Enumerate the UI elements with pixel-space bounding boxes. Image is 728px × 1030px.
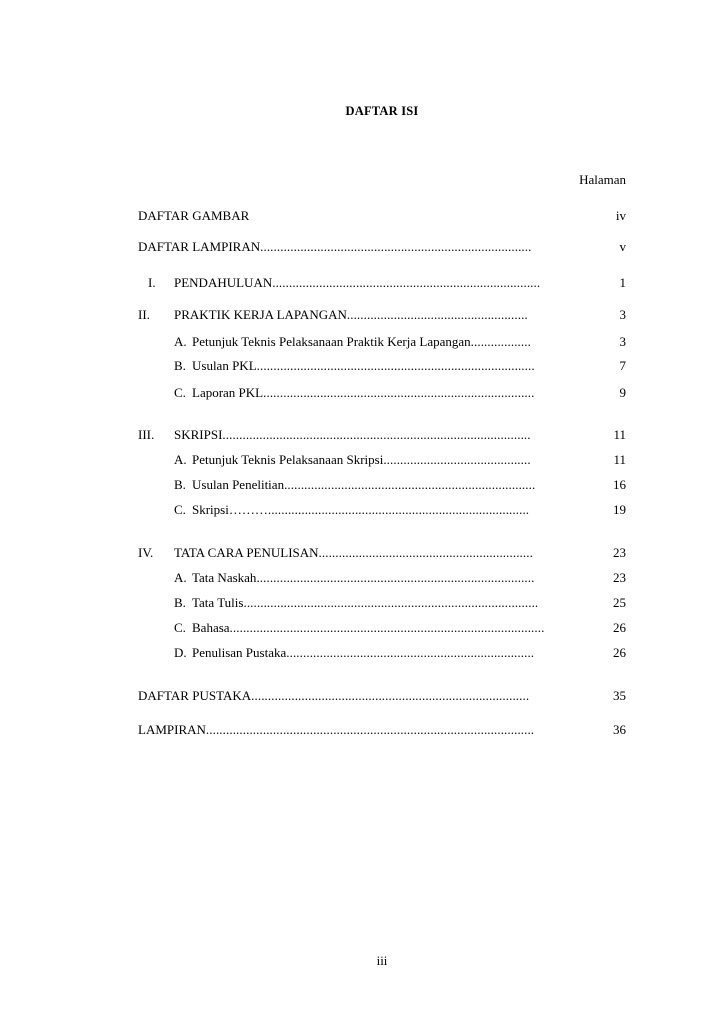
toc-entry-page: 7 (619, 358, 626, 373)
toc-entry (0, 501, 728, 519)
toc-entry-leader: ............................................................................................ (222, 427, 531, 442)
toc-entry-number: A. (174, 570, 187, 585)
toc-entry-number: C. (174, 502, 186, 517)
toc-entry-page: 23 (613, 545, 626, 560)
toc-entry-leader: .......................................................................... (286, 645, 535, 660)
toc-entry-number: I. (148, 275, 156, 290)
toc-entry-number: B. (174, 477, 186, 492)
toc-entry-label: Penulisan Pustaka (192, 645, 287, 660)
toc-entry-leader: .............................................................................. (267, 502, 530, 517)
toc-entry-number: IV. (138, 545, 154, 560)
toc-entry-number: A. (174, 452, 187, 467)
toc-entry-page: 3 (619, 334, 626, 349)
toc-entry-label: DAFTAR GAMBAR (138, 208, 250, 223)
toc-entry-leader: .................................................................................................. (205, 722, 535, 737)
toc-entry-page: 9 (619, 385, 626, 400)
toc-entry (0, 619, 728, 637)
toc-entry-page: 3 (619, 307, 626, 322)
page-title: DAFTAR ISI (345, 104, 419, 118)
toc-entry-label: Bahasa (192, 620, 230, 635)
page-number: iii (376, 953, 388, 968)
toc-entry-leader: ................................................................................... (256, 570, 535, 585)
toc-entry-leader: ................................................................................... (251, 688, 530, 703)
toc-entry (0, 721, 728, 739)
toc-entry (0, 274, 728, 292)
toc-entry-leader: ................................................................................ (272, 275, 541, 290)
toc-entry-leader: ............................................ (383, 452, 531, 467)
toc-entry (0, 594, 728, 612)
toc-entry-leader: ........................................................................................ (243, 595, 539, 610)
toc-entry (0, 426, 728, 444)
toc-entry (0, 333, 728, 351)
toc-entry-number: A. (174, 334, 187, 349)
toc-entry-number: C. (174, 385, 186, 400)
toc-entry-page: 11 (613, 427, 626, 442)
toc-entry-page: 11 (613, 452, 626, 467)
toc-entry-number: II. (138, 307, 150, 322)
toc-entry-label: Tata Naskah (192, 570, 257, 585)
toc-entry-label: PRAKTIK KERJA LAPANGAN (174, 307, 347, 322)
toc-entry-leader: .................. (470, 334, 531, 349)
toc-entry-page: 26 (613, 645, 626, 660)
toc-entry-leader: ...................................................... (346, 307, 528, 322)
toc-entry-number: D. (174, 645, 187, 660)
toc-entry-page: 25 (613, 595, 626, 610)
toc-entry (0, 238, 728, 256)
toc-entry-leader: .............................................................................................. (229, 620, 545, 635)
toc-entry-label: Petunjuk Teknis Pelaksanaan Skripsi (192, 452, 384, 467)
toc-entry-label: Petunjuk Teknis Pelaksanaan Praktik Kerja Lapangan (192, 334, 471, 349)
toc-entry-label: Laporan PKL (192, 385, 264, 400)
toc-entry-page: iv (615, 208, 626, 223)
toc-entry-label: DAFTAR PUSTAKA (138, 688, 252, 703)
toc-entry-label: Skripsi……… (192, 502, 268, 517)
toc-entry-number: B. (174, 358, 186, 373)
toc-entry (0, 544, 728, 562)
toc-entry-page: 16 (613, 477, 626, 492)
toc-entry (0, 306, 728, 324)
toc-entry-label: TATA CARA PENULISAN (174, 545, 319, 560)
toc-entry-label: Tata Tulis (192, 595, 244, 610)
page-column-header: Halaman (579, 172, 626, 187)
toc-entry-label: PENDAHULUAN (174, 275, 273, 290)
toc-entry-leader: ................................................................................. (260, 239, 532, 254)
toc-entry (0, 687, 728, 705)
toc-entry (0, 569, 728, 587)
toc-entry-leader: ................................................................................. (263, 385, 535, 400)
toc-entry-label: Usulan PKL (192, 358, 257, 373)
toc-entry (0, 451, 728, 469)
toc-entry-leader: ................................................................ (318, 545, 533, 560)
toc-entry-page: 36 (613, 722, 626, 737)
toc-entry-page: v (619, 239, 626, 254)
toc-entry-page: 35 (613, 688, 626, 703)
toc-entry (0, 357, 728, 375)
toc-entry-page: 19 (613, 502, 626, 517)
toc-entry-label: LAMPIRAN (138, 722, 206, 737)
toc-entry-number: III. (138, 427, 155, 442)
toc-entry (0, 207, 728, 225)
toc-entry-leader: ........................................................................... (284, 477, 536, 492)
toc-entry-label: SKRIPSI (174, 427, 223, 442)
toc-entry (0, 384, 728, 402)
toc-entry-page: 23 (613, 570, 626, 585)
toc-entry (0, 476, 728, 494)
toc-entry-label: DAFTAR LAMPIRAN (138, 239, 261, 254)
toc-entry-number: B. (174, 595, 186, 610)
toc-entry (0, 644, 728, 662)
toc-entry-number: C. (174, 620, 186, 635)
toc-entry-page: 26 (613, 620, 626, 635)
toc-entry-label: Usulan Penelitian (192, 477, 285, 492)
toc-entry-leader: ................................................................................... (256, 358, 535, 373)
toc-entry-page: 1 (619, 275, 626, 290)
